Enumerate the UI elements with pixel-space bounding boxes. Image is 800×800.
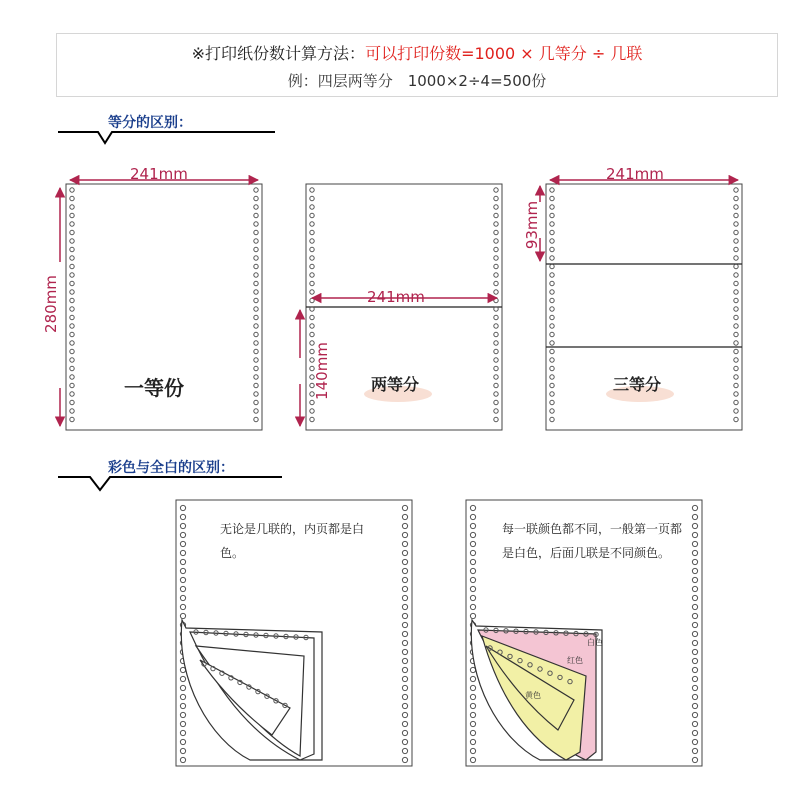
division-section-title: 等分的区别： [108, 115, 192, 131]
formula-highlight: 可以打印份数=1000 × 几等分 ÷ 几联 [365, 44, 643, 63]
panel-three-name: 三等分 [613, 375, 662, 394]
formula-example: 例：四层两等分 1000×2÷4=500份 [287, 72, 547, 90]
panel-one-width-label: 241mm [130, 165, 188, 183]
panel-two-height-label: 140mm [313, 342, 331, 400]
panel-three-height-label: 93mm [523, 200, 541, 250]
color-section-title: 彩色与全白的区别： [108, 460, 234, 476]
panel-one-height-label: 280mm [42, 275, 60, 333]
red-layer-tag: 红色 [567, 656, 583, 665]
panel-two-name: 两等分 [371, 375, 420, 394]
color-title-underline [58, 477, 282, 490]
panel-one-name: 一等份 [124, 376, 184, 400]
yellow-layer-tag: 黄色 [525, 691, 541, 700]
white-sheet-note: 无论是几联的，内页都是白色。 [220, 522, 365, 560]
formula-prefix: ※打印纸份数计算方法： [191, 44, 366, 63]
panel-two-width-label: 241mm [367, 288, 425, 306]
division-title-underline [58, 132, 275, 143]
white-layer-tag: 白色 [587, 638, 603, 647]
panel-three-width-label: 241mm [606, 165, 664, 183]
colored-sheet-note: 每一联颜色都不同，一般第一页都是白色，后面几联是不同颜色。 [502, 522, 683, 560]
